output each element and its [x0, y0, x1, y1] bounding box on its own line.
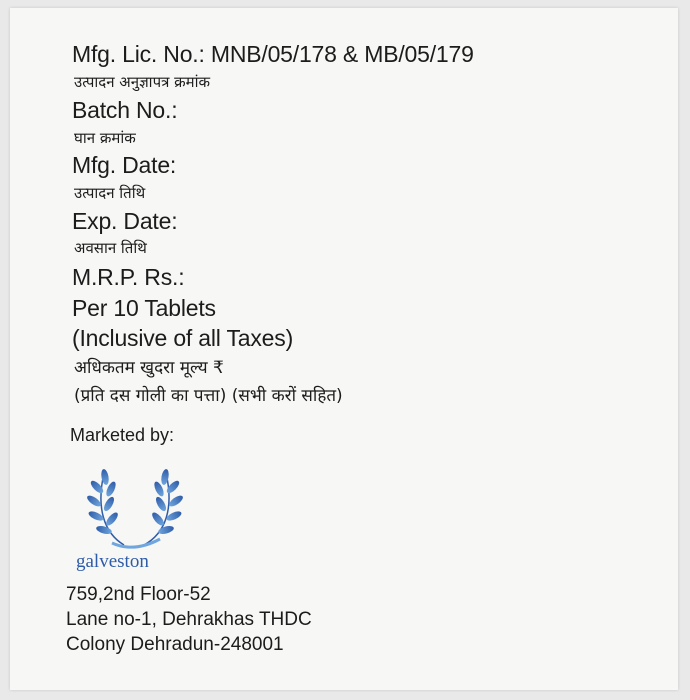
pack-description-hindi: (प्रति दस गोली का पत्ता) (सभी करों सहित)	[74, 386, 343, 406]
address-line-3: Colony Dehradun-248001	[66, 634, 284, 655]
per-pack-label: Per 10 Tablets	[72, 295, 216, 321]
address-line-1: 759,2nd Floor-52	[66, 584, 211, 605]
batch-number-hindi: घान क्रमांक	[74, 129, 136, 147]
mrp-label: M.R.P. Rs.:	[72, 264, 185, 290]
mfg-date-hindi: उत्पादन तिथि	[74, 184, 146, 202]
laurel-wreath-icon	[74, 463, 194, 553]
exp-date-hindi: अवसान तिथि	[74, 239, 147, 257]
address-line-2: Lane no-1, Dehrakhas THDC	[66, 609, 312, 630]
mfg-date-label: Mfg. Date:	[72, 152, 177, 178]
marketed-by-heading: Marketed by:	[70, 425, 175, 445]
batch-number-label: Batch No.:	[72, 97, 178, 123]
taxes-note: (Inclusive of all Taxes)	[72, 325, 294, 351]
exp-date-label: Exp. Date:	[72, 208, 178, 234]
mfg-license-number: Mfg. Lic. No.: MNB/05/178 & MB/05/179	[72, 41, 474, 67]
galveston-brand-name: galveston	[76, 551, 149, 572]
medicine-label-panel	[10, 8, 678, 690]
mfg-license-hindi: उत्पादन अनुज्ञापत्र क्रमांक	[74, 73, 211, 91]
mrp-hindi: अधिकतम खुदरा मूल्य ₹	[74, 358, 224, 378]
galveston-logo	[74, 463, 194, 578]
